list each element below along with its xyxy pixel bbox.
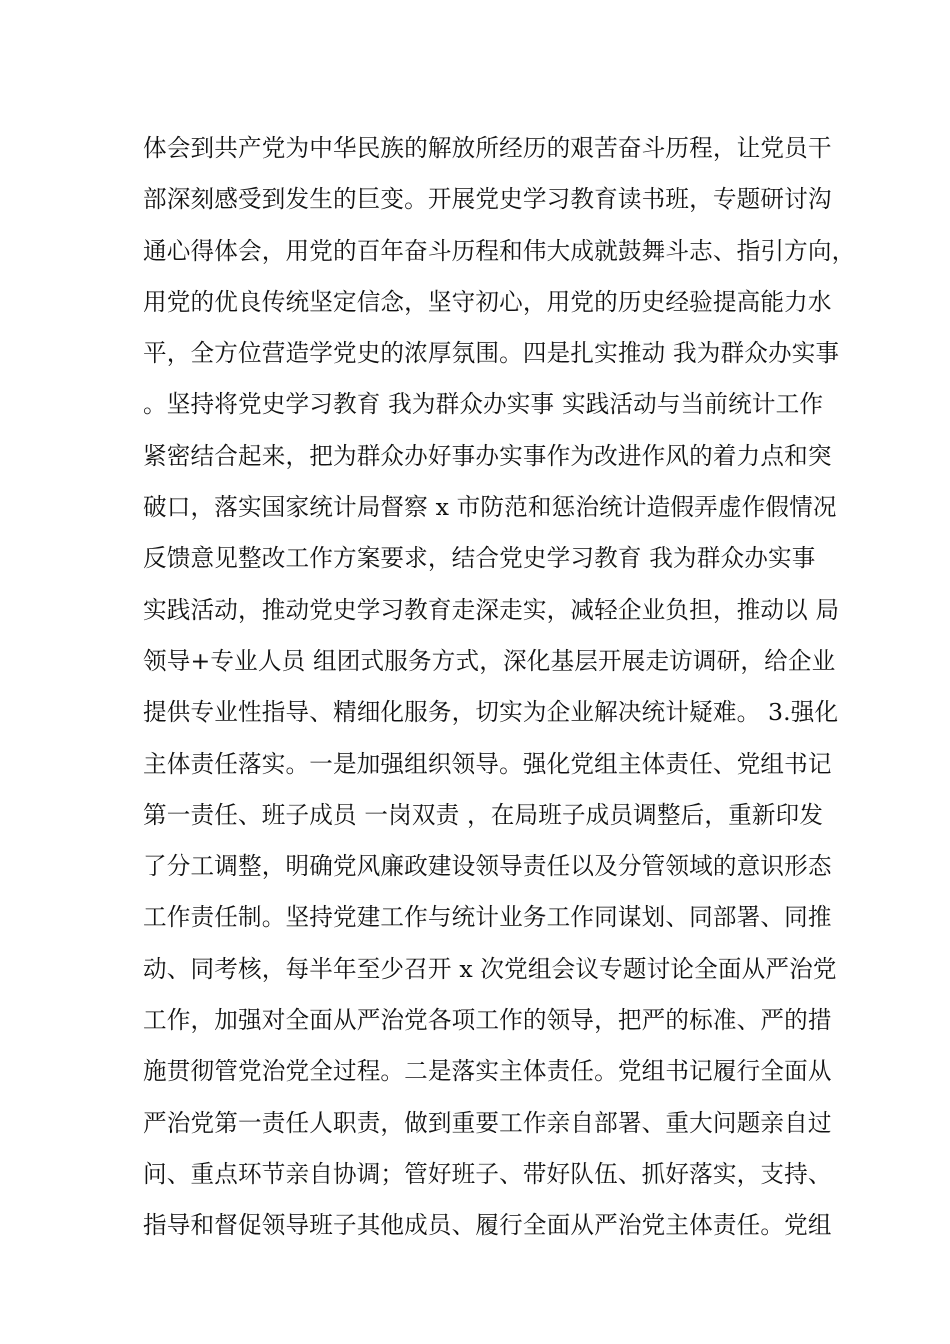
text-line: 动、同考核，每半年至少召开 x 次党组会议专题讨论全面从严治党	[143, 954, 837, 983]
text-line: 用党的优良传统坚定信念，坚守初心，用党的历史经验提高能力水	[143, 287, 832, 316]
text-line: 施贯彻管党治党全过程。二是落实主体责任。党组书记履行全面从	[143, 1057, 832, 1086]
text-line: 主体责任落实。一是加强组织领导。强化党组主体责任、党组书记	[143, 749, 832, 778]
text-line: 体会到共产党为中华民族的解放所经历的艰苦奋斗历程，让党员干	[143, 134, 832, 162]
text-line: 工作责任制。坚持党建工作与统计业务工作同谋划、同部署、同推	[143, 903, 832, 932]
text-line: 严治党第一责任人职责，做到重要工作亲自部署、重大问题亲自过	[143, 1108, 832, 1137]
text-line: 指导和督促领导班子其他成员、履行全面从严治党主体责任。党组	[143, 1211, 832, 1240]
text-line: 通心得体会，用党的百年奋斗历程和伟大成就鼓舞斗志、指引方向，	[143, 236, 856, 265]
text-line: 平，全方位营造学党史的浓厚氛围。四是扎实推动 我为群众办实事	[143, 339, 840, 368]
text-line: 紧密结合起来，把为群众办好事办实事作为改进作风的着力点和突	[143, 441, 832, 470]
text-line: 实践活动，推动党史学习教育走深走实，减轻企业负担，推动以 局	[143, 595, 840, 624]
text-line: 。坚持将党史学习教育 我为群众办实事 实践活动与当前统计工作	[143, 390, 824, 419]
text-line: 第一责任、班子成员 一岗双责 ，在局班子成员调整后，重新印发	[143, 800, 824, 829]
text-line: 破口，落实国家统计局督察 x 市防范和惩治统计造假弄虚作假情况	[143, 493, 837, 522]
text-line: 部深刻感受到发生的巨变。开展党史学习教育读书班，专题研讨沟	[143, 185, 832, 214]
text-line: 领导+专业人员 组团式服务方式，深化基层开展走访调研，给企业	[143, 646, 836, 675]
text-line: 问、重点环节亲自协调；管好班子、带好队伍、抓好落实，支持、	[143, 1159, 832, 1188]
text-line: 反馈意见整改工作方案要求，结合党史学习教育 我为群众办实事	[143, 544, 816, 573]
body-text	[143, 128, 856, 1257]
text-line: 提供专业性指导、精细化服务，切实为企业解决统计疑难。 3.强化	[143, 698, 839, 727]
text-line: 了分工调整，明确党风廉政建设领导责任以及分管领域的意识形态	[143, 852, 832, 881]
text-line: 工作，加强对全面从严治党各项工作的领导，把严的标准、严的措	[143, 1006, 832, 1035]
